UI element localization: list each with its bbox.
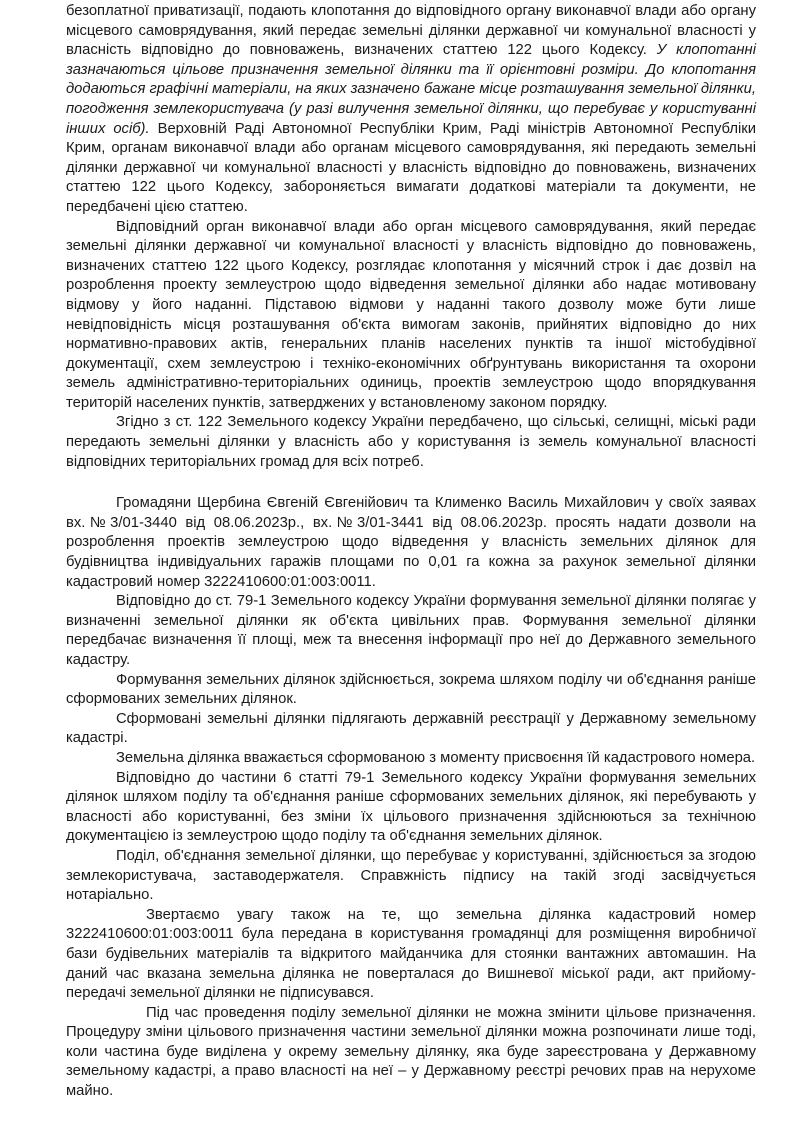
paragraph-state-registration: Сформовані земельні ділянки підлягають державній реєстрації у Державному земельному кадастрі. <box>66 710 756 747</box>
paragraph-application-procedure <box>66 2 756 218</box>
document-page <box>66 2 756 1102</box>
paragraph-attention-note: Звертаємо увагу також на те, що земельна ділянка кадастровий номер 3222410600:01:003:0011 була передана в користування громадянці для розміщення виробничої бази будівельних матеріалів та відкритого майданчика для стоянки вантажних автомашин. На даний час вказана земельна ділянка не поверталася до Вишневої міської ради, акт прийому-передачі земельної ділянки не підписувався. <box>66 906 756 1002</box>
paragraph-spacer <box>66 472 756 494</box>
paragraph-1-text-a: безоплатної приватизації, подають клопотання до відповідного органу виконавчої влади або органу місцевого самоврядування, який передає земельні ділянки державної чи комунальної власності у власність відповідно до повноважень, визначених статтею 122 цього Кодексу. <box>66 3 756 59</box>
paragraph-article-122: Згідно з ст. 122 Земельного кодексу України передбачено, що сільські, селищні, міські ради передають земельні ділянки у власність або у користування із земель комунальної власності відповідних територіальних громад для всіх потреб. <box>66 414 756 470</box>
paragraph-part-6-article-79-1: Відповідно до частини 6 статті 79-1 Земельного кодексу України формування земельних ділянок шляхом поділу та об'єднання раніше сформованих земельних ділянок, які перебувають у власності або користуванні, без зміни їх цільового призначення здійснюються за технічною документацією із землеустрою щодо поділу та об'єднання земельних ділянок. <box>66 769 756 845</box>
paragraph-cadastral-number: Земельна ділянка вважається сформованою з моменту присвоєння їй кадастрового номера. <box>116 749 756 766</box>
paragraph-citizens-request: Громадяни Щербина Євгеній Євгенійович та Клименко Василь Михайлович у своїх заявах вх.№3/01-3440 від 08.06.2023р., вх.№3/01-3441 від 08.06.2023р. просять надати дозволи на розроблення проектів землеустрою щодо відведення у власність земельних ділянок для будівництва індивідуальних гаражів площами по 0,01 га кожна за рахунок земельної ділянки кадастровий номер 3222410600:01:003:0011. <box>66 495 756 590</box>
paragraph-user-consent: Поділ, об'єднання земельної ділянки, що перебуває у користуванні, здійснюється за згодою землекористувача, заставодержателя. Справжність підпису на такій згоді засвідчується нотаріально. <box>66 847 756 904</box>
paragraph-1-italic-text: У клопотанні зазначаються цільове призначення земельної ділянки та її орієнтовні розміри. До клопотання додаються графічні матеріали, на яких зазначено бажане місце розташування земельної ділянки, погодження землекористувача (у разі вилучення земельної ділянки, що перебуває у користуванні інших осіб). <box>66 42 756 137</box>
paragraph-1-text-b: Верховній Раді Автономної Республіки Крим, Раді міністрів Автономної Республіки Крим, органам виконавчої влади або органам місцевого самоврядування, які передають земельні ділянки державної чи комунальної власності у власність відповідно до повноважень, визначених статтею 122 цього Кодексу, забороняється вимагати додаткові матеріали та документи, не передбачені цією статтею. <box>66 120 757 215</box>
paragraph-article-79-1: Відповідно до ст. 79-1 Земельного кодексу України формування земельної ділянки полягає у визначенні земельної ділянки як об'єкта цивільних прав. Формування земельної ділянки передбачає визначення її площі, меж та внесення інформації про неї до Державного земельного кадастру. <box>66 593 756 668</box>
paragraph-formation-division: Формування земельних ділянок здійснюється, зокрема шляхом поділу чи об'єднання раніше сформованих земельних ділянок. <box>66 671 756 708</box>
paragraph-authority-review: Відповідний орган виконавчої влади або орган місцевого самоврядування, який передає земельні ділянки державної чи комунальної власності у власність відповідно до повноважень, визначених статтею 122 цього Кодексу, розглядає клопотання у місячний строк і дає дозвіл на розроблення проекту землеустрою щодо відведення земельної ділянки або надає мотивовану відмову у його наданні. Підставою відмови у наданні такого дозволу може бути лише невідповідність місця розташування об'єкта вимогам законів, прийнятих відповідно до них нормативно-правових актів, генеральних планів населених пунктів та іншої містобудівної документації, схем землеустрою і техніко-економічних обґрунтувань використання та охорони земель адміністративно-територіальних одиниць, проектів землеустрою щодо впорядкування територій населених пунктів, затверджених у встановленому законом порядку. <box>66 218 756 411</box>
paragraph-purpose-change: Під час проведення поділу земельної ділянки не можна змінити цільове призначення. Процедуру зміни цільового призначення частини земельної ділянки можна розпочинати лише тоді, коли частина буде виділена у окрему земельну ділянку, яка буде зареєстрована у Державному земельному кадастрі, а право власності на неї – у Державному реєстрі речових прав на нерухоме майно. <box>66 1004 756 1100</box>
